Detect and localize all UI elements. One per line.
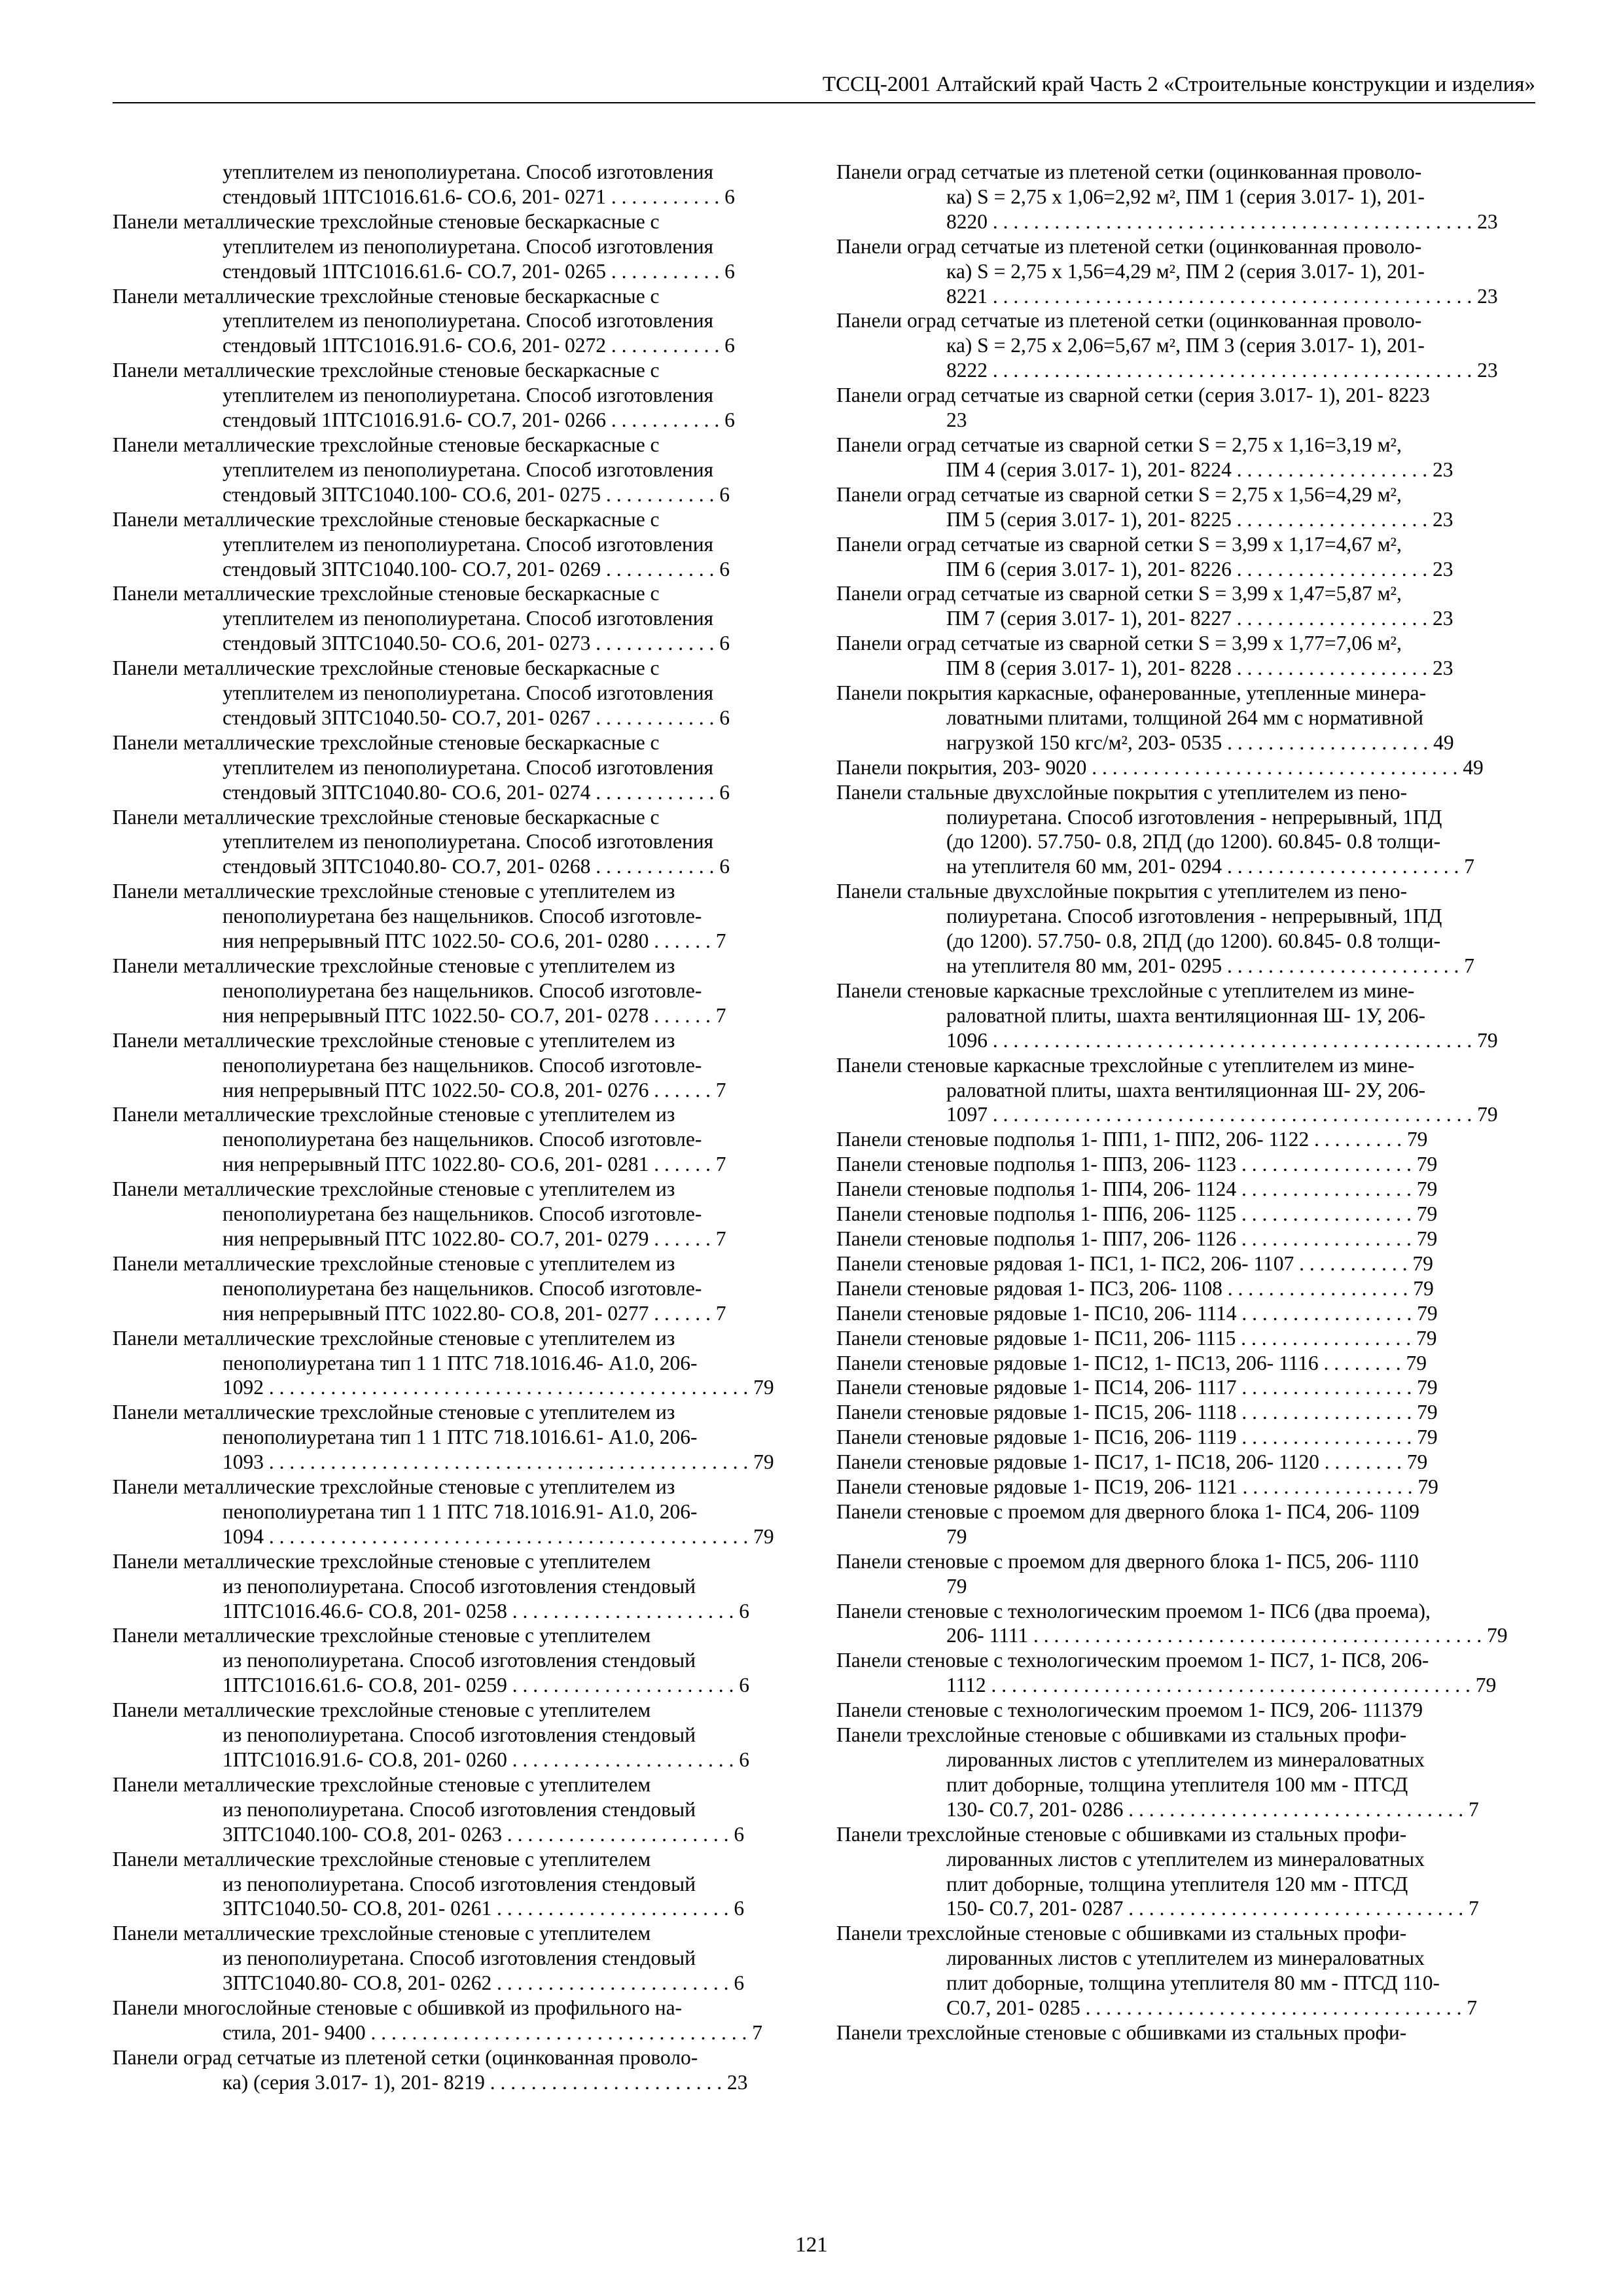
entry-line: Панели стеновые рядовые 1- ПС14, 206- 1117 . . . . . . . . . . . . . . . . . 79 xyxy=(836,1376,1438,1399)
entry-line: Панели стеновые рядовая 1- ПС3, 206- 1108 . . . . . . . . . . . . . . . . . . 79 xyxy=(836,1276,1434,1300)
entry-line: ния непрерывный ПТС 1022.80- СО.7, 201- 0279 . . . . . . 7 xyxy=(223,1227,726,1250)
entry-line: Панели стеновые с технологическим проемом 1- ПС6 (два проема), xyxy=(836,1599,1431,1623)
entry-line: раловатной плиты, шахта вентиляционная Ш- 1У, 206- xyxy=(946,1003,1425,1027)
index-entry xyxy=(113,358,812,433)
index-entry xyxy=(836,1301,1535,1326)
entry-line: из пенополиуретана. Способ изготовления стендовый xyxy=(223,1797,696,1821)
entry-line: Панели стальные двухслойные покрытия с утеплителем из пено- xyxy=(836,880,1407,903)
entry-line: стендовый 3ПТС1040.80- СО.6, 201- 0274 . . . . . . . . . . . . 6 xyxy=(223,780,730,804)
index-entry xyxy=(113,1698,812,1772)
entry-line: утеплителем из пенополиуретана. Способ изготовления xyxy=(223,309,714,332)
entry-line: Панели покрытия, 203- 9020 . . . . . . . . . . . . . . . . . . . . . . . . . . . . . . . . . . . . 49 xyxy=(836,755,1484,779)
entry-line: Панели стальные двухслойные покрытия с утеплителем из пено- xyxy=(836,780,1407,804)
entry-line: Панели металлические трехслойные стеновые бескаркасные с xyxy=(113,582,660,605)
index-entry xyxy=(836,1549,1535,1599)
left-column xyxy=(113,160,812,2095)
index-entry xyxy=(836,1822,1535,1922)
entry-line: Панели металлические трехслойные стеновые бескаркасные с xyxy=(113,433,660,456)
entry-line: Панели трехслойные стеновые с обшивками из стальных профи- xyxy=(836,1723,1407,1747)
index-entry xyxy=(113,1251,812,1326)
entry-line: 23 xyxy=(946,408,967,432)
entry-line: утеплителем из пенополиуретана. Способ изготовления xyxy=(223,234,714,258)
entry-line: ка) S = 2,75 x 1,06=2,92 м², ПМ 1 (серия 3.017- 1), 201- xyxy=(946,185,1425,208)
entry-line: 1112 . . . . . . . . . . . . . . . . . . . . . . . . . . . . . . . . . . . . . . . . . . . . . . . 79 xyxy=(946,1674,1497,1697)
entry-line: пенополиуретана без нащельников. Способ изготовле- xyxy=(223,1053,702,1077)
index-entry xyxy=(836,1400,1535,1425)
running-header: ТССЦ-2001 Алтайский край Часть 2 «Строительные конструкции и изделия» xyxy=(822,73,1535,96)
entry-line: 79 xyxy=(946,1574,967,1598)
entry-line: Панели оград сетчатые из сварной сетки S = 3,99 x 1,47=5,87 м², xyxy=(836,582,1402,605)
index-entry xyxy=(113,1623,812,1698)
entry-line: ловатными плитами, толщиной 264 мм с нормативной xyxy=(946,706,1423,729)
index-entry xyxy=(836,755,1535,780)
entry-line: Панели металлические трехслойные стеновые с утеплителем xyxy=(113,1922,651,1945)
index-entry xyxy=(836,1351,1535,1376)
entry-line: Панели металлические трехслойные стеновые бескаркасные с xyxy=(113,507,660,531)
entry-line: лированных листов с утеплителем из минераловатных xyxy=(946,1946,1425,1970)
entry-line: (до 1200). 57.750- 0.8, 2ПД (до 1200). 60.845- 0.8 толщи- xyxy=(946,929,1440,953)
entry-line: Панели металлические трехслойные стеновые с утеплителем из xyxy=(113,880,675,903)
entry-line: Панели стеновые рядовые 1- ПС11, 206- 1115 . . . . . . . . . . . . . . . . . 79 xyxy=(836,1326,1437,1350)
entry-line: (до 1200). 57.750- 0.8, 2ПД (до 1200). 60.845- 0.8 толщи- xyxy=(946,830,1440,853)
entry-line: Панели металлические трехслойные стеновые бескаркасные с xyxy=(113,284,660,308)
entry-line: Панели оград сетчатые из сварной сетки S = 3,99 x 1,17=4,67 м², xyxy=(836,532,1402,556)
entry-line: Панели оград сетчатые из сварной сетки S = 2,75 x 1,16=3,19 м², xyxy=(836,433,1402,456)
entry-line: Панели металлические трехслойные стеновые с утеплителем из xyxy=(113,954,675,977)
entry-line: 3ПТС1040.80- СО.8, 201- 0262 . . . . . . . . . . . . . . . . . . . . . . . 6 xyxy=(223,1971,745,1995)
index-entry xyxy=(836,532,1535,582)
entry-line: 1ПТС1016.91.6- СО.8, 201- 0260 . . . . . . . . . . . . . . . . . . . . . . 6 xyxy=(223,1748,749,1771)
index-entry xyxy=(836,1499,1535,1549)
index-entry xyxy=(836,2020,1535,2045)
entry-line: Панели стеновые каркасные трехслойные с утеплителем из мине- xyxy=(836,978,1415,1002)
index-entry xyxy=(113,284,812,359)
entry-line: Панели металлические трехслойные стеновые с утеплителем из xyxy=(113,1251,675,1275)
entry-line: на утеплителя 60 мм, 201- 0294 . . . . . . . . . . . . . . . . . . . . . . . 7 xyxy=(946,855,1474,878)
entry-line: плит доборные, толщина утеплителя 100 мм - ПТСД xyxy=(946,1772,1408,1796)
index-entry xyxy=(836,1326,1535,1351)
index-entry xyxy=(113,1326,812,1401)
entry-line: ния непрерывный ПТС 1022.50- СО.7, 201- 0278 . . . . . . 7 xyxy=(223,1003,726,1027)
entry-line: 1096 . . . . . . . . . . . . . . . . . . . . . . . . . . . . . . . . . . . . . . . . . . . . . . . 79 xyxy=(946,1028,1498,1052)
entry-line: раловатной плиты, шахта вентиляционная Ш- 2У, 206- xyxy=(946,1078,1425,1102)
entry-line: Панели стеновые рядовые 1- ПС10, 206- 1114 . . . . . . . . . . . . . . . . . 79 xyxy=(836,1301,1438,1325)
entry-line: 130- С0.7, 201- 0286 . . . . . . . . . . . . . . . . . . . . . . . . . . . . . . . . . 7 xyxy=(946,1797,1479,1821)
index-entry xyxy=(836,1127,1535,1152)
index-entry xyxy=(836,1599,1535,1649)
entry-line: Панели стеновые подполья 1- ПП1, 1- ПП2, 206- 1122 . . . . . . . . . 79 xyxy=(836,1128,1428,1151)
entry-line: пенополиуретана без нащельников. Способ изготовле- xyxy=(223,1276,702,1300)
entry-line: Панели оград сетчатые из сварной сетки S = 3,99 x 1,77=7,06 м², xyxy=(836,632,1402,655)
entry-line: Панели стеновые подполья 1- ПП6, 206- 1125 . . . . . . . . . . . . . . . . . 79 xyxy=(836,1202,1438,1226)
index-entry xyxy=(836,308,1535,383)
entry-line: 1ПТС1016.46.6- СО.8, 201- 0258 . . . . . . . . . . . . . . . . . . . . . . 6 xyxy=(223,1599,749,1623)
index-entry xyxy=(836,482,1535,532)
entry-line: стендовый 3ПТС1040.100- СО.7, 201- 0269 . . . . . . . . . . . 6 xyxy=(223,557,730,581)
entry-line: стендовый 1ПТС1016.61.6- СО.7, 201- 0265 . . . . . . . . . . . 6 xyxy=(223,259,735,283)
index-entry xyxy=(836,1648,1535,1698)
index-entry xyxy=(836,1723,1535,1822)
index-entry xyxy=(836,433,1535,482)
entry-line: Панели многослойные стеновые с обшивкой из профильного на- xyxy=(113,1996,683,2020)
index-entry xyxy=(113,656,812,730)
index-entry xyxy=(836,681,1535,755)
entry-line: из пенополиуретана. Способ изготовления стендовый xyxy=(223,1723,696,1747)
entry-line: Панели стеновые с проемом для дверного блока 1- ПС5, 206- 1110 xyxy=(836,1549,1419,1573)
entry-line: ка) S = 2,75 x 1,56=4,29 м², ПМ 2 (серия 3.017- 1), 201- xyxy=(946,259,1425,283)
index-entry-continuation xyxy=(113,160,812,209)
entry-line: на утеплителя 80 мм, 201- 0295 . . . . . . . . . . . . . . . . . . . . . . . 7 xyxy=(946,954,1474,977)
entry-line: пенополиуретана без нащельников. Способ изготовле- xyxy=(223,1202,702,1226)
entry-line: Панели стеновые рядовые 1- ПС17, 1- ПС18, 206- 1120 . . . . . . . . 79 xyxy=(836,1450,1428,1474)
entry-line: лированных листов с утеплителем из минераловатных xyxy=(946,1847,1425,1871)
index-entry xyxy=(113,1549,812,1624)
entry-line: 1092 . . . . . . . . . . . . . . . . . . . . . . . . . . . . . . . . . . . . . . . . . . . . . . . 79 xyxy=(223,1376,774,1399)
index-entry xyxy=(113,507,812,582)
entry-line: ния непрерывный ПТС 1022.50- СО.6, 201- 0280 . . . . . . 7 xyxy=(223,929,726,953)
index-entry xyxy=(836,1375,1535,1400)
entry-line: Панели металлические трехслойные стеновые бескаркасные с xyxy=(113,730,660,754)
index-entry xyxy=(836,1425,1535,1450)
entry-line: Панели металлические трехслойные стеновые с утеплителем xyxy=(113,1847,651,1871)
index-entry xyxy=(113,879,812,954)
entry-line: утеплителем из пенополиуретана. Способ изготовления xyxy=(223,830,714,853)
entry-line: Панели оград сетчатые из плетеной сетки (оцинкованная проволо- xyxy=(836,160,1422,183)
entry-line: Панели металлические трехслойные стеновые с утеплителем из xyxy=(113,1326,675,1350)
entry-line: Панели трехслойные стеновые с обшивками из стальных профи- xyxy=(836,1922,1407,1945)
index-entry xyxy=(113,805,812,880)
entry-line: пенополиуретана без нащельников. Способ изготовле- xyxy=(223,905,702,928)
entry-line: ния непрерывный ПТС 1022.80- СО.6, 201- 0281 . . . . . . 7 xyxy=(223,1153,726,1176)
entry-line: Панели металлические трехслойные стеновые с утеплителем из xyxy=(113,1177,675,1201)
entry-line: 8220 . . . . . . . . . . . . . . . . . . . . . . . . . . . . . . . . . . . . . . . . . . . . . . . 23 xyxy=(946,209,1498,233)
entry-line: 1ПТС1016.61.6- СО.8, 201- 0259 . . . . . . . . . . . . . . . . . . . . . . 6 xyxy=(223,1674,749,1697)
entry-line: полиуретана. Способ изготовления - непрерывный, 1ПД xyxy=(946,805,1442,829)
entry-line: пенополиуретана без нащельников. Способ изготовле- xyxy=(223,1128,702,1151)
index-entry xyxy=(836,160,1535,234)
entry-line: стендовый 3ПТС1040.100- СО.6, 201- 0275 . . . . . . . . . . . 6 xyxy=(223,482,730,506)
entry-line: Панели металлические трехслойные стеновые бескаркасные с xyxy=(113,209,660,233)
entry-line: 1093 . . . . . . . . . . . . . . . . . . . . . . . . . . . . . . . . . . . . . . . . . . . . . . . 79 xyxy=(223,1450,774,1474)
entry-line: Панели металлические трехслойные стеновые с утеплителем xyxy=(113,1549,651,1573)
entry-line: Панели стеновые рядовые 1- ПС15, 206- 1118 . . . . . . . . . . . . . . . . . 79 xyxy=(836,1401,1438,1424)
entry-line: Панели стеновые подполья 1- ПП3, 206- 1123 . . . . . . . . . . . . . . . . . 79 xyxy=(836,1153,1438,1176)
entry-line: Панели стеновые с технологическим проемом 1- ПС7, 1- ПС8, 206- xyxy=(836,1649,1429,1672)
entry-line: Панели стеновые подполья 1- ПП4, 206- 1124 . . . . . . . . . . . . . . . . . 79 xyxy=(836,1177,1438,1201)
entry-line: 8221 . . . . . . . . . . . . . . . . . . . . . . . . . . . . . . . . . . . . . . . . . . . . . . . 23 xyxy=(946,284,1498,308)
entry-line: Панели металлические трехслойные стеновые с утеплителем xyxy=(113,1624,651,1647)
index-entry xyxy=(113,1772,812,1847)
entry-line: Панели стеновые с технологическим проемом 1- ПС9, 206- 111379 xyxy=(836,1698,1423,1722)
entry-line: Панели покрытия каркасные, офанерованные, утепленные минера- xyxy=(836,681,1427,705)
entry-line: 150- С0.7, 201- 0287 . . . . . . . . . . . . . . . . . . . . . . . . . . . . . . . . . 7 xyxy=(946,1897,1479,1920)
entry-line: пенополиуретана тип 1 1 ПТС 718.1016.61- А1.0, 206- xyxy=(223,1426,698,1449)
index-entry xyxy=(836,383,1535,433)
index-entry xyxy=(113,1921,812,1996)
entry-line: плит доборные, толщина утеплителя 120 мм - ПТСД xyxy=(946,1872,1408,1895)
entry-line: утеплителем из пенополиуретана. Способ изготовления xyxy=(223,384,714,407)
entry-line: Панели металлические трехслойные стеновые с утеплителем из xyxy=(113,1028,675,1052)
entry-line: Панели металлические трехслойные стеновые бескаркасные с xyxy=(113,805,660,829)
entry-line: Панели оград сетчатые из плетеной сетки (оцинкованная проволо- xyxy=(836,234,1422,258)
entry-line: Панели оград сетчатые из сварной сетки S = 2,75 x 1,56=4,29 м², xyxy=(836,482,1402,506)
index-entry xyxy=(113,433,812,507)
index-entry xyxy=(113,730,812,805)
entry-line: стила, 201- 9400 . . . . . . . . . . . . . . . . . . . . . . . . . . . . . . . . . . . . . 7 xyxy=(223,2020,763,2044)
entry-line: Панели стеновые каркасные трехслойные с утеплителем из мине- xyxy=(836,1053,1415,1077)
entry-line: пенополиуретана без нащельников. Способ изготовле- xyxy=(223,978,702,1002)
entry-line: лированных листов с утеплителем из минераловатных xyxy=(946,1748,1425,1771)
index-entry xyxy=(113,581,812,656)
index-entry xyxy=(113,954,812,1028)
index-entry xyxy=(836,1227,1535,1251)
index-entry xyxy=(113,2045,812,2095)
entry-line: Панели трехслойные стеновые с обшивками из стальных профи- xyxy=(836,1822,1407,1846)
index-entry xyxy=(836,1177,1535,1202)
entry-line: ния непрерывный ПТС 1022.80- СО.8, 201- 0277 . . . . . . 7 xyxy=(223,1301,726,1325)
entry-line: из пенополиуретана. Способ изготовления стендовый xyxy=(223,1649,696,1672)
entry-line: полиуретана. Способ изготовления - непрерывный, 1ПД xyxy=(946,905,1442,928)
right-column xyxy=(836,160,1535,2045)
entry-line: стендовый 3ПТС1040.50- СО.6, 201- 0273 . . . . . . . . . . . . 6 xyxy=(223,632,730,655)
entry-line: из пенополиуретана. Способ изготовления стендовый xyxy=(223,1946,696,1970)
entry-line: Панели металлические трехслойные стеновые бескаркасные с xyxy=(113,656,660,680)
page-number: 121 xyxy=(795,2233,828,2257)
entry-line: утеплителем из пенополиуретана. Способ изготовления xyxy=(223,681,714,705)
entry-line: ка) S = 2,75 x 2,06=5,67 м², ПМ 3 (серия 3.017- 1), 201- xyxy=(946,334,1425,357)
entry-line: 1094 . . . . . . . . . . . . . . . . . . . . . . . . . . . . . . . . . . . . . . . . . . . . . . . 79 xyxy=(223,1524,774,1548)
index-entry xyxy=(836,780,1535,880)
entry-line: ПМ 4 (серия 3.017- 1), 201- 8224 . . . . . . . . . . . . . . . . . . . 23 xyxy=(946,457,1454,481)
entry-line: Панели стеновые рядовые 1- ПС12, 1- ПС13, 206- 1116 . . . . . . . . 79 xyxy=(836,1351,1427,1374)
entry-line: 3ПТС1040.50- СО.8, 201- 0261 . . . . . . . . . . . . . . . . . . . . . . . 6 xyxy=(223,1897,745,1920)
index-entry xyxy=(836,1698,1535,1723)
entry-line: Панели металлические трехслойные стеновые с утеплителем из xyxy=(113,1401,675,1424)
entry-line: стендовый 3ПТС1040.80- СО.7, 201- 0268 . . . . . . . . . . . . 6 xyxy=(223,855,730,878)
entry-line: С0.7, 201- 0285 . . . . . . . . . . . . . . . . . . . . . . . . . . . . . . . . . . . . . 7 xyxy=(946,1996,1478,2020)
index-entry xyxy=(836,234,1535,309)
entry-line: 1097 . . . . . . . . . . . . . . . . . . . . . . . . . . . . . . . . . . . . . . . . . . . . . . . 79 xyxy=(946,1103,1498,1126)
entry-line: утеплителем из пенополиуретана. Способ изготовления xyxy=(223,607,714,630)
entry-line: 3ПТС1040.100- СО.8, 201- 0263 . . . . . . . . . . . . . . . . . . . . . . 6 xyxy=(223,1822,745,1846)
entry-line: утеплителем из пенополиуретана. Способ изготовления xyxy=(223,755,714,779)
entry-line: стендовый 3ПТС1040.50- СО.7, 201- 0267 . . . . . . . . . . . . 6 xyxy=(223,706,730,729)
entry-line: 79 xyxy=(946,1524,967,1548)
entry-line: ПМ 8 (серия 3.017- 1), 201- 8228 . . . . . . . . . . . . . . . . . . . 23 xyxy=(946,656,1454,680)
index-entry xyxy=(836,1202,1535,1227)
entry-line: Панели металлические трехслойные стеновые с утеплителем xyxy=(113,1772,651,1796)
entry-line: утеплителем из пенополиуретана. Способ изготовления xyxy=(223,160,714,183)
entry-line: Панели металлические трехслойные стеновые с утеплителем из xyxy=(113,1103,675,1126)
index-entry xyxy=(113,1028,812,1103)
entry-line: из пенополиуретана. Способ изготовления стендовый xyxy=(223,1872,696,1895)
entry-line: стендовый 1ПТС1016.91.6- СО.6, 201- 0272 . . . . . . . . . . . 6 xyxy=(223,334,735,357)
entry-line: пенополиуретана тип 1 1 ПТС 718.1016.46- А1.0, 206- xyxy=(223,1351,698,1374)
entry-line: Панели стеновые рядовая 1- ПС1, 1- ПС2, 206- 1107 . . . . . . . . . . . 79 xyxy=(836,1251,1433,1275)
entry-line: ПМ 6 (серия 3.017- 1), 201- 8226 . . . . . . . . . . . . . . . . . . . 23 xyxy=(946,557,1454,581)
index-entry xyxy=(113,1102,812,1177)
entry-line: Панели металлические трехслойные стеновые бескаркасные с xyxy=(113,359,660,382)
entry-line: пенополиуретана тип 1 1 ПТС 718.1016.91- А1.0, 206- xyxy=(223,1499,698,1523)
entry-line: 206- 1111 . . . . . . . . . . . . . . . . . . . . . . . . . . . . . . . . . . . . . . . . . . . . 79 xyxy=(946,1624,1508,1647)
entry-line: нагрузкой 150 кгс/м², 203- 0535 . . . . . . . . . . . . . . . . . . . . 49 xyxy=(946,730,1454,754)
index-entry xyxy=(836,1152,1535,1177)
entry-line: Панели трехслойные стеновые с обшивками из стальных профи- xyxy=(836,2020,1407,2044)
index-entry xyxy=(113,1177,812,1251)
index-entry xyxy=(836,1053,1535,1128)
entry-line: ПМ 7 (серия 3.017- 1), 201- 8227 . . . . . . . . . . . . . . . . . . . 23 xyxy=(946,607,1454,630)
entry-line: Панели оград сетчатые из плетеной сетки (оцинкованная проволо- xyxy=(113,2045,698,2069)
index-entry xyxy=(113,1400,812,1475)
entry-line: ка) (серия 3.017- 1), 201- 8219 . . . . . . . . . . . . . . . . . . . . . . . 23 xyxy=(223,2070,748,2094)
header-rule xyxy=(113,102,1535,103)
entry-line: Панели стеновые подполья 1- ПП7, 206- 1126 . . . . . . . . . . . . . . . . . 79 xyxy=(836,1227,1438,1250)
entry-line: ПМ 5 (серия 3.017- 1), 201- 8225 . . . . . . . . . . . . . . . . . . . 23 xyxy=(946,507,1454,531)
index-entry xyxy=(836,1921,1535,2020)
entry-line: из пенополиуретана. Способ изготовления стендовый xyxy=(223,1574,696,1598)
entry-line: ния непрерывный ПТС 1022.50- СО.8, 201- 0276 . . . . . . 7 xyxy=(223,1078,726,1102)
index-entry xyxy=(836,1450,1535,1475)
entry-line: Панели металлические трехслойные стеновые с утеплителем xyxy=(113,1698,651,1722)
entry-line: Панели оград сетчатые из плетеной сетки (оцинкованная проволо- xyxy=(836,309,1422,332)
entry-line: плит доборные, толщина утеплителя 80 мм - ПТСД 110- xyxy=(946,1971,1440,1995)
index-entry xyxy=(836,631,1535,681)
index-entry xyxy=(113,209,812,284)
entry-line: утеплителем из пенополиуретана. Способ изготовления xyxy=(223,532,714,556)
entry-line: Панели стеновые рядовые 1- ПС16, 206- 1119 . . . . . . . . . . . . . . . . . 79 xyxy=(836,1426,1438,1449)
index-entry xyxy=(836,879,1535,978)
index-entry xyxy=(836,1475,1535,1499)
index-entry xyxy=(836,1276,1535,1301)
entry-line: стендовый 1ПТС1016.61.6- СО.6, 201- 0271 . . . . . . . . . . . 6 xyxy=(223,185,735,208)
entry-line: Панели стеновые рядовые 1- ПС19, 206- 1121 . . . . . . . . . . . . . . . . . 79 xyxy=(836,1475,1438,1499)
entry-line: Панели стеновые с проемом для дверного блока 1- ПС4, 206- 1109 xyxy=(836,1499,1419,1523)
index-entry xyxy=(836,978,1535,1053)
index-entry xyxy=(113,1847,812,1922)
index-entry xyxy=(113,1996,812,2045)
entry-line: стендовый 1ПТС1016.91.6- СО.7, 201- 0266 . . . . . . . . . . . 6 xyxy=(223,408,735,432)
entry-line: Панели металлические трехслойные стеновые с утеплителем из xyxy=(113,1475,675,1499)
index-entry xyxy=(836,581,1535,631)
index-entry xyxy=(113,1475,812,1549)
entry-line: утеплителем из пенополиуретана. Способ изготовления xyxy=(223,457,714,481)
entry-line: 8222 . . . . . . . . . . . . . . . . . . . . . . . . . . . . . . . . . . . . . . . . . . . . . . . 23 xyxy=(946,359,1498,382)
entry-line: Панели оград сетчатые из сварной сетки (серия 3.017- 1), 201- 8223 xyxy=(836,384,1430,407)
index-entry xyxy=(836,1251,1535,1276)
